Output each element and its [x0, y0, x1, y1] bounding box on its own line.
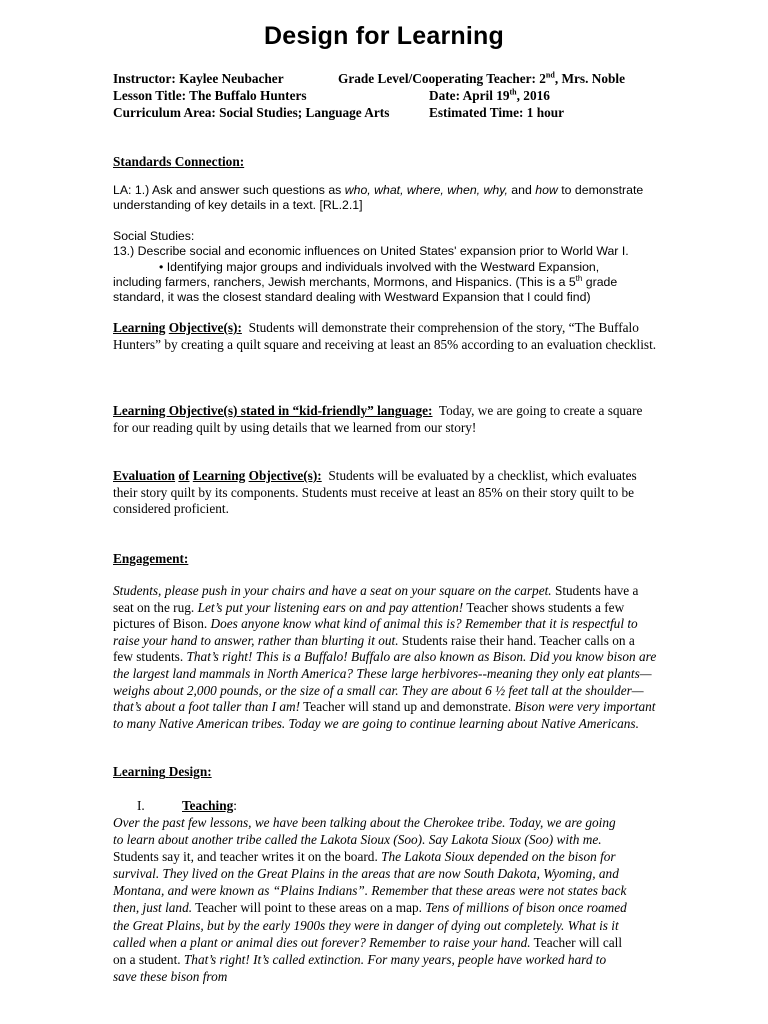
learning-design-heading: Learning Design:	[113, 764, 212, 779]
la-standard: LA: 1.) Ask and answer such questions as who, what, where, when, why, and how to demonstrate understanding of key details in a text. [RL.2.1]	[113, 183, 644, 213]
grade-level-line: Grade Level/Cooperating Teacher: 2nd, Mrs. Noble	[338, 70, 625, 86]
social-studies-standard	[113, 229, 658, 305]
kid-friendly-objective: Learning Objective(s) stated in “kid-friendly” language: Today, we are going to create a square for our reading quilt by using details that we learned from our story!	[113, 403, 643, 435]
date-line: Date: April 19th, 2016	[429, 87, 550, 103]
section-numeral: I.	[137, 798, 145, 813]
ss-item-13: 13.) Describe social and economic influences on United States' expansion prior to World War I.	[113, 244, 629, 259]
document-title: Design for Learning	[264, 22, 504, 50]
ss-line3: including farmers, ranchers, Jewish merchants, Mormons, and Hispanics. (This is a 5th grade	[113, 273, 618, 289]
teaching-heading: Teaching:	[182, 798, 237, 813]
instructor-line: Instructor: Kaylee Neubacher	[113, 71, 284, 86]
ss-line4: standard, it was the closest standard dealing with Westward Expansion that I could find)	[113, 290, 591, 305]
estimated-time-line: Estimated Time: 1 hour	[429, 105, 565, 120]
teaching-text: Over the past few lessons, we have been talking about the Cherokee tribe. Today, we are going to learn about another tribe called the Lakota Sioux (Soo). Say Lakota Sioux (Soo) with me. Students say it, and teacher writes it on the board. The Lakota Sioux depended on the bison for survival. They lived on the Great Plains in the areas that are now South Dakota, Wyoming, and Montana, and were known as “Plains Indians”. Remember that these areas were not states back then, just land. Teacher will point to these areas on a map. Tens of millions of bison once roamed the Great Plains, but by the early 1900s they were in danger of dying out completely. What is it called when a plant or animal dies out forever? Remember to raise your hand. Teacher will call on a student. That’s right! It’s called extinction. For many years, people have worked hard to save these bison from	[113, 815, 627, 984]
curriculum-line: Curriculum Area: Social Studies; Language Arts	[113, 105, 390, 120]
ss-bullet: • Identifying major groups and individuals involved with the Westward Expansion,	[159, 259, 600, 274]
learning-objective: Learning Objective(s): Students will demonstrate their comprehension of the story, “The Buffalo Hunters” by creating a quilt square and receiving at least an 85% according to an evaluation checklist.	[113, 320, 657, 352]
ss-label: Social Studies:	[113, 229, 195, 243]
engagement-text: Students, please push in your chairs and have a seat on your square on the carpet. Students have a seat on the rug. Let’s put your listening ears on and pay attention! Teacher shows students a few pictures of Bison. Does anyone know what kind of animal this is? Remember that it is respectful to raise your hand to answer, rather than blurting it out. Students raise their hand. Teacher calls on a few students. That’s right! This is a Buffalo! Buffalo are also known as Bison. Did you know bison are the largest land mammals in North America? These large herbivores--meaning they only eat plants—weighs about 2,000 pounds, or the size of a small car. They are about 6 ½ feet tall at the shoulder—that’s about a foot taller than I am! Teacher will stand up and demonstrate. Bison were very important to many Native American tribes. Today we are going to continue learning about Native Americans.	[113, 583, 657, 731]
evaluation-objective: Evaluation of Learning Objective(s): Students will be evaluated by a checklist, which evaluates their story quilt by its components. Students must receive at least an 85% on their story quilt to be considered proficient.	[113, 468, 637, 517]
engagement-heading: Engagement:	[113, 551, 189, 566]
standards-heading: Standards Connection:	[113, 154, 245, 169]
lesson-title-line: Lesson Title: The Buffalo Hunters	[113, 88, 307, 103]
